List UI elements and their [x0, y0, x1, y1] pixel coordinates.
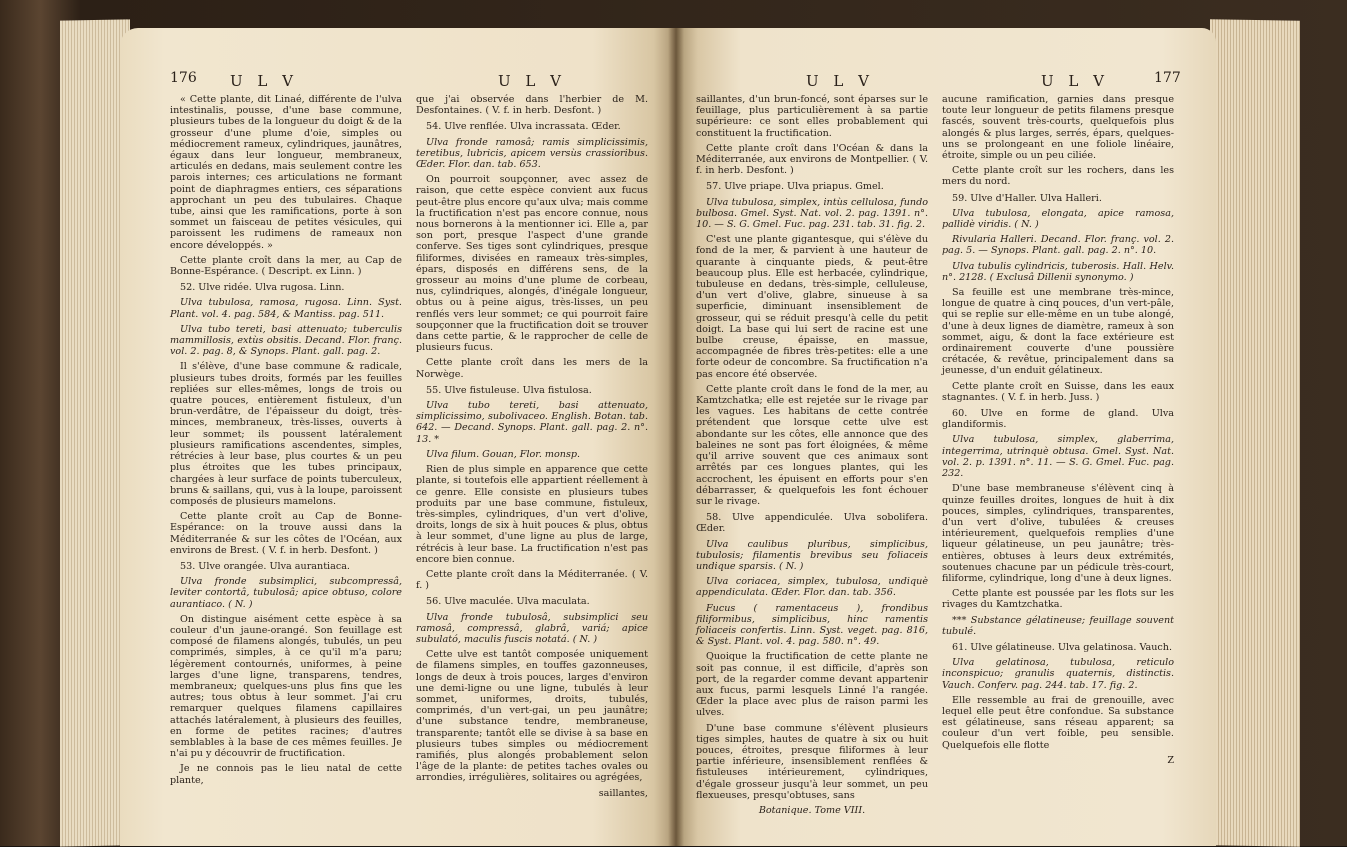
- paragraph: Elle ressemble au frai de grenouille, avec lequel elle peut être confondue. Sa substance est gélatineuse, sans réseau apparent; sa couleur d'un vert foible, peu sensible. Quelquefois elle flotte: [942, 694, 1174, 751]
- paragraph: « Cette plante, dit Linaé, différente de l'ulva intestinalis, pousse, d'une base commune, plusieurs tubes de la longueur du doigt & de la grosseur d'une plume d'oie, simples ou médiocrement rameux, cylindriques, jaunâtres, égaux dans leur longueur, membraneux, articulés en dedans, mais seulement contre les parois internes; ces articulations ne formant point de diaphragmes entiers, ces séparations approchant un peu des tubulaires. Chaque tube, ainsi que les ramifications, porte à son sommet un faisceau de petites vésicules, qui paroissent les rudimens de rameaux non encore développés. »: [170, 94, 402, 251]
- book-gutter: [668, 28, 684, 846]
- paragraph: Rien de plus simple en apparence que cette plante, si toutefois elle appartient réellement à ce genre. Elle consiste en plusieurs tubes produits par une base commune, fistuleux, très-simples, cylindriques, d'un vert d'olive, droits, longs de six à huit pouces & plus, obtus à leur sommet, d'une ligne au plus de large, rétrécis à leur base. La fructification n'est pas encore bien connue.: [416, 464, 648, 565]
- latin-diagnosis: Fucus ( ramentaceus ), frondibus filiformibus, simplicibus, hinc ramentis foliaceis confertis. Linn. Syst. veget. pag. 816, & Syst. Plant. vol. 4. pag. 580. n°. 49.: [696, 602, 928, 648]
- paragraph: D'une base membraneuse s'élèvent cinq à quinze feuilles droites, longues de huit à dix pouces, simples, cylindriques, transparentes, d'un vert d'olive, tubulées & creuses intérieurement, quelquefois remplies d'une liqueur gélatineuse, un peu jaunâtre; très-entières, obtuses à leurs deux extrémités, soutenues chacune par un pédicule très-court, filiforme, cylindrique, long d'une à deux lignes.: [942, 483, 1174, 584]
- paragraph: Je ne connois pas le lieu natal de cette plante,: [170, 763, 402, 786]
- paragraph: Cette ulve est tantôt composée uniquement de filamens simples, en touffes gazonneuses, longs de deux à trois pouces, larges d'environ une demi-ligne ou une ligne, tubulés à leur sommet, uniformes, droits, tubulés, comprimés, d'un vert-gai, un peu jaunâtre; d'une substance tendre, membraneuse, transparente; tantôt elle se divise à sa base en plusieurs tubes simples ou médiocrement ramifiés, plus alongés probablement selon l'âge de la plante: de petites taches ovales ou arrondies, irrégulières, solitaires ou agrégées,: [416, 649, 648, 784]
- paragraph: On distingue aisément cette espèce à sa couleur d'un jaune-orangé. Son feuillage est composé de filamens alongés, tubulés, un peu comprimés, simples, à ce qu'il m'a paru; légèrement contournés, uniformes, à peine larges d'une ligne, transparens, tendres, membraneux; quelques-uns plus fins que les autres; tous obtus à leur sommet. J'ai cru remarquer quelques filamens capillaires attachés latéralement, à plusieurs des feuilles, en forme de petites racines; d'autres semblables à la base de ces mêmes feuilles. Je n'ai pu y découvrir de fructification.: [170, 613, 402, 760]
- left-page: [120, 28, 676, 846]
- latin-diagnosis: *** Substance gélatineuse; feuillage souvent tubulé.: [942, 614, 1174, 637]
- paragraph: C'est une plante gigantesque, qui s'élève du fond de la mer, & parvient à une hauteur de quarante à cinquante pieds, & peut-être beaucoup plus. Elle est herbacée, cylindrique, tubuleuse en dedans, très-simple, celluleuse, d'un vert d'olive, glabre, sinueuse à sa superficie, diminuant insensiblement de grosseur, qui se réduit presqu'à celle du petit doigt. La base qui lui sert de racine est une bulbe creuse, épaisse, en massue, accompagnée de fibres très-petites: elle a une forte odeur de concombre. Sa fructification n'a pas encore été observée.: [696, 234, 928, 380]
- latin-diagnosis: Rivularia Halleri. Decand. Flor. franç. vol. 2. pag. 5. — Synops. Plant. gall. pag. 2. n°. 10.: [942, 234, 1174, 257]
- page-footer-title: Botanique. Tome VIII.: [758, 804, 866, 816]
- species-entry-heading: 53. Ulve orangée. Ulva aurantiaca.: [180, 560, 350, 572]
- species-entry-heading: 55. Ulve fistuleuse. Ulva fistulosa.: [426, 384, 592, 396]
- latin-diagnosis: Ulva coriacea, simplex, tubulosa, undiquè appendiculata. Œder. Flor. dan. tab. 356.: [696, 576, 928, 599]
- paragraph: Cette plante croît dans le fond de la mer, au Kamtzchatka; elle est rejetée sur le rivage par les vagues. Les habitans de cette contrée prétendent que lorsque cette ulve est abondante sur les côtes, elle annonce que des baleines ne sont pas fort éloignées, & même qu'il arrive souvent que ces animaux sont arrêtés par ces longues plantes, qui les accrochent, les épuisent en efforts pour s'en débarrasser, & quelquefois les font échouer sur le rivage.: [696, 383, 928, 507]
- right-page: [676, 28, 1216, 846]
- species-entry-heading: 52. Ulve ridée. Ulva rugosa. Linn.: [180, 282, 345, 294]
- latin-diagnosis: Ulva fronde tubulosâ, subsimplici seu ramosâ, compressâ, glabrâ, variá; apice subulató, maculis fuscis notatá. ( N. ): [416, 611, 648, 645]
- paragraph: D'une base commune s'élèvent plusieurs tiges simples, hautes de quatre à six ou huit pouces, étroites, presque filiformes à leur partie inférieure, insensiblement renflées & fistuleuses intérieurement, cylindriques, d'égale grosseur jusqu'à leur sommet, un peu flexueuses, presqu'obtuses, sans: [696, 722, 928, 801]
- paragraph: Cette plante croît en Suisse, dans les eaux stagnantes. ( V. f. in herb. Juss. ): [942, 380, 1174, 403]
- species-entry-heading: 60. Ulve en forme de gland. Ulva glandiformis.: [942, 408, 1174, 431]
- latin-diagnosis: Ulva tubo tereti, basi attenuato, simplicissimo, subolivaceo. English. Botan. tab. 642. — Decand. Synops. Plant. gall. pag. 2. n°. 13. *: [416, 400, 648, 445]
- latin-diagnosis: Ulva fronde subsimplici, subcompressâ, leviter contortâ, tubulosâ; apice obtuso, colore aurantiaco. ( N. ): [170, 576, 402, 610]
- running-head-left-b: U L V: [498, 72, 566, 90]
- paragraph: Il s'élève, d'une base commune & radicale, plusieurs tubes droits, formés par les feuilles repliées sur elles-mêmes, longs de trois ou quatre pouces, entièrement fistuleux, d'un brun-verdâtre, de l'épaisseur du doigt, très-minces, membraneux, très-lisses, ouverts à leur sommet; ils poussent latéralement plusieurs ramifications ascendentes, simples, rétrécies à leur base, plus courtes & un peu plus étroites que les tubes principaux, chargées à leur surface de points tuberculeux, bruns & saillans, qui, vus à la loupe, paroissent composés de plusieurs mamelons.: [170, 361, 402, 507]
- running-head-right-a: U L V: [806, 72, 874, 90]
- signature-mark: Z: [1167, 754, 1174, 766]
- paragraph: Sa feuille est une membrane très-mince, longue de quatre à cinq pouces, d'un vert-pâle, qui se replie sur elle-même en un tube alongé, d'une à deux lignes de diamètre, rameux à son sommet, aigu, & dont la face extérieure est ordinairement couverte d'une poussière crétacée, & revêtue, principalement dans sa jeunesse, d'un enduit gélatineux.: [942, 287, 1174, 377]
- catchword: saillantes,: [598, 787, 648, 799]
- latin-diagnosis: Ulva caulibus pluribus, simplicibus, tubulosis; filamentis brevibus seu foliaceis undique sparsis. ( N. ): [696, 538, 928, 572]
- species-entry-heading: 59. Ulve d'Haller. Ulva Halleri.: [952, 192, 1102, 204]
- paragraph: Cette plante croît sur les rochers, dans les mers du nord.: [942, 165, 1174, 188]
- running-head-left-a: U L V: [230, 72, 298, 90]
- paragraph-continued: saillantes, d'un brun-foncé, sont éparses sur le feuillage, plus particulièrement à sa partie supérieure: ce sont elles probablement qui constituent la fructification.: [696, 94, 928, 139]
- paragraph: Cette plante est poussée par les flots sur les rivages du Kamtzchatka.: [942, 588, 1174, 611]
- latin-diagnosis: Ulva tubulosa, simplex, glaberrima, integerrima, utrinquè obtusa. Gmel. Syst. Nat. vol. 2. p. 1391. n°. 11. — S. G. Gmel. Fuc. pag. 232.: [942, 434, 1174, 480]
- latin-diagnosis: Ulva tubulosa, elongata, apice ramosa, pallidè viridis. ( N. ): [942, 207, 1174, 231]
- latin-diagnosis: Ulva fronde ramosâ; ramis simplicissimis, teretibus, lubricis, apicem versùs crassioribus. Œder. Flor. dan. tab. 653.: [416, 136, 648, 171]
- paragraph: Cette plante croît dans les mers de la Norwège.: [416, 357, 648, 380]
- latin-diagnosis: Ulva filum. Gouan, Flor. monsp.: [426, 448, 581, 460]
- latin-diagnosis: Ulva tubulosa, ramosa, rugosa. Linn. Syst. Plant. vol. 4. pag. 584, & Mantiss. pag. 511.: [170, 297, 402, 320]
- species-entry-heading: 61. Ulve gélatineuse. Ulva gelatinosa. Vauch.: [952, 641, 1172, 653]
- species-entry-heading: 54. Ulve renflée. Ulva incrassata. Œder.: [426, 121, 621, 133]
- paragraph: Cette plante croît dans l'Océan & dans la Méditerranée, aux environs de Montpellier. ( V. f. in herb. Desfont. ): [696, 142, 928, 177]
- latin-diagnosis: Ulva tubo tereti, basi attenuato; tuberculis mammillosis, extùs obsitis. Decand. Flor. franç. vol. 2. pag. 8, & Synops. Plant. gall. pag. 2.: [170, 323, 402, 358]
- latin-diagnosis: Ulva tubulosa, simplex, intùs cellulosa, fundo bulbosa. Gmel. Syst. Nat. vol. 2. pag. 1391. n°. 10. — S. G. Gmel. Fuc. pag. 231. tab. 31. fig. 2.: [696, 196, 928, 231]
- left-column-1: [170, 94, 402, 790]
- paragraph: Cette plante croît au Cap de Bonne-Espérance: on la trouve aussi dans la Méditerranée & sur les côtes de l'Océan, aux environs de Brest. ( V. f. in herb. Desfont. ): [170, 511, 402, 556]
- latin-diagnosis: Ulva tubulis cylindricis, tuberosis. Hall. Helv. n°. 2128. ( Exclusâ Dillenii synonymo. ): [942, 260, 1174, 283]
- folio-right: 177: [1154, 70, 1181, 86]
- right-column-1: [696, 94, 928, 820]
- paragraph: Cette plante croît dans la mer, au Cap de Bonne-Espérance. ( Descript. ex Linn. ): [170, 254, 402, 278]
- paragraph-continued: aucune ramification, garnies dans presque toute leur longueur de petits filamens presque fascés, souvent très-courts, quelquefois plus alongés & plus larges, serrés, épars, quelques-uns se prolongeant en une foliole linéaire, étroite, simple ou un peu ciliée.: [942, 94, 1174, 162]
- folio-left: 176: [170, 70, 197, 86]
- species-entry-heading: 57. Ulve priape. Ulva priapus. Gmel.: [706, 181, 884, 193]
- right-column-2: [942, 94, 1174, 770]
- paragraph: Cette plante croît dans la Méditerranée. ( V. f. ): [416, 568, 648, 592]
- latin-diagnosis: Ulva gelatinosa, tubulosa, reticulo inconspicuo; granulis quaternis, distinctis. Vauch. Conferv. pag. 244. tab. 17. fig. 2.: [942, 657, 1174, 691]
- species-entry-heading: 56. Ulve maculée. Ulva maculata.: [426, 596, 590, 608]
- left-column-2: [416, 94, 648, 803]
- species-entry-heading: 58. Ulve appendiculée. Ulva sobolifera. Œder.: [696, 512, 928, 535]
- paragraph-continued: que j'ai observée dans l'herbier de M. Desfontaines. ( V. f. in herb. Desfont. ): [416, 94, 648, 117]
- running-head-right-b: U L V: [1041, 72, 1109, 90]
- page-edges-right: [1210, 19, 1300, 847]
- paragraph: Quoique la fructification de cette plante ne soit pas connue, il est difficile, d'après son port, de la regarder comme devant appartenir aux fucus, parmi lesquels Linné l'a rangée. Œder la place avec plus de raison parmi les ulves.: [696, 651, 928, 719]
- paragraph: On pourroit soupçonner, avec assez de raison, que cette espèce convient aux fucus peut-être plus encore qu'aux ulva; mais comme la fructification n'est pas encore connue, nous nous bornerons à la mentionner ici. Elle a, par son port, presque l'aspect d'une grande conferve. Ses tiges sont cylindriques, presque filiformes, divisées en rameaux très-simples, épars, disposés en différens sens, de la grosseur au moins d'une plume de corbeau, nus, cylindriques, alongés, d'inégale longueur, obtus ou à peine aigus, très-lisses, un peu renflés vers leur sommet; ce qui pourroit faire soupçonner que la fructification doit se trouver dans cette partie, & le rapprocher de celle de plusieurs fucus.: [416, 174, 648, 354]
